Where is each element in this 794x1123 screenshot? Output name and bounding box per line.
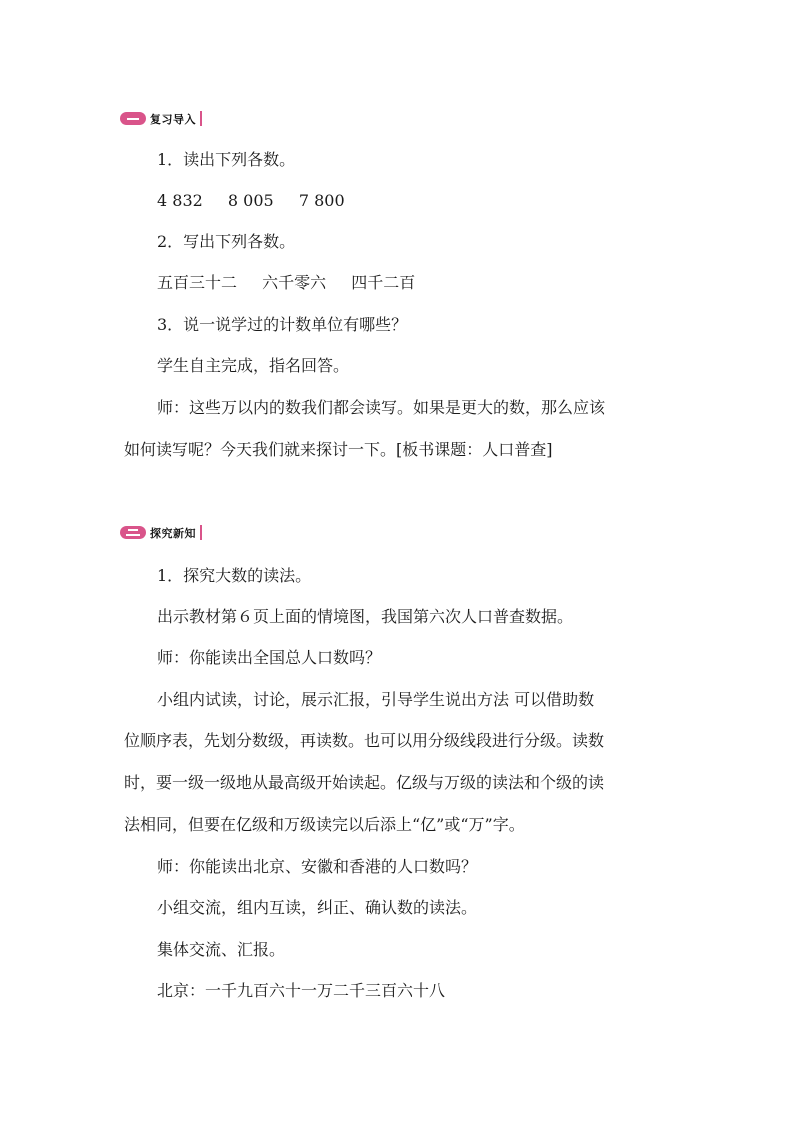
- answer-text: 学生自主完成，指名回答。: [157, 356, 350, 375]
- paragraph-line: 小组内试读，讨论，展示汇报，引导学生说出方法 可以借助数: [157, 690, 595, 709]
- question-1: 1．读出下列各数。: [157, 150, 296, 169]
- word-number-item: 六千零六: [262, 273, 327, 292]
- numeral-two-icon: [120, 526, 146, 539]
- paragraph: 小组交流，组内互读，纠正、确认数的读法。: [157, 898, 478, 917]
- number-item: 7 800: [298, 191, 345, 210]
- paragraph-line: 时，要一级一级地从最高级开始读起。亿级与万级的读法和个级的读: [124, 773, 605, 792]
- divider: [200, 525, 202, 540]
- number-list: [157, 191, 345, 211]
- question-2: 2．写出下列各数。: [157, 232, 296, 251]
- teacher-paragraph-line: 如何读写呢？今天我们就来探讨一下。[板书课题：人口普查]: [124, 440, 553, 459]
- numeral-one-icon: [120, 112, 146, 125]
- question-3: 3．说一说学过的计数单位有哪些？: [157, 315, 408, 334]
- paragraph: 集体交流、汇报。: [157, 940, 286, 959]
- section-badge-explore: [120, 524, 202, 541]
- section-title: 复习导入: [150, 112, 196, 126]
- paragraph: 师：你能读出全国总人口数吗？: [157, 648, 382, 667]
- word-number-item: 四千二百: [351, 273, 416, 292]
- paragraph-line: 法相同，但要在亿级和万级读完以后添上“亿”或“万”字。: [124, 815, 525, 834]
- divider: [200, 111, 202, 126]
- paragraph: 北京：一千九百六十一万二千三百六十八: [157, 981, 446, 1000]
- word-number-list: [157, 273, 415, 293]
- paragraph: 师：你能读出北京、安徽和香港的人口数吗？: [157, 857, 478, 876]
- section-title: 探究新知: [150, 526, 196, 540]
- section-badge-review: [120, 110, 202, 127]
- item-1: 1．探究大数的读法。: [157, 566, 312, 585]
- word-number-item: 五百三十二: [157, 273, 238, 292]
- paragraph-line: 位顺序表，先划分数级，再读数。也可以用分级线段进行分级。读数: [124, 731, 605, 750]
- number-item: 8 005: [227, 191, 274, 210]
- paragraph: 出示教材第６页上面的情境图，我国第六次人口普查数据。: [157, 607, 574, 626]
- number-item: 4 832: [157, 191, 203, 210]
- teacher-paragraph-line: 师：这些万以内的数我们都会读写。如果是更大的数，那么应该: [157, 398, 606, 417]
